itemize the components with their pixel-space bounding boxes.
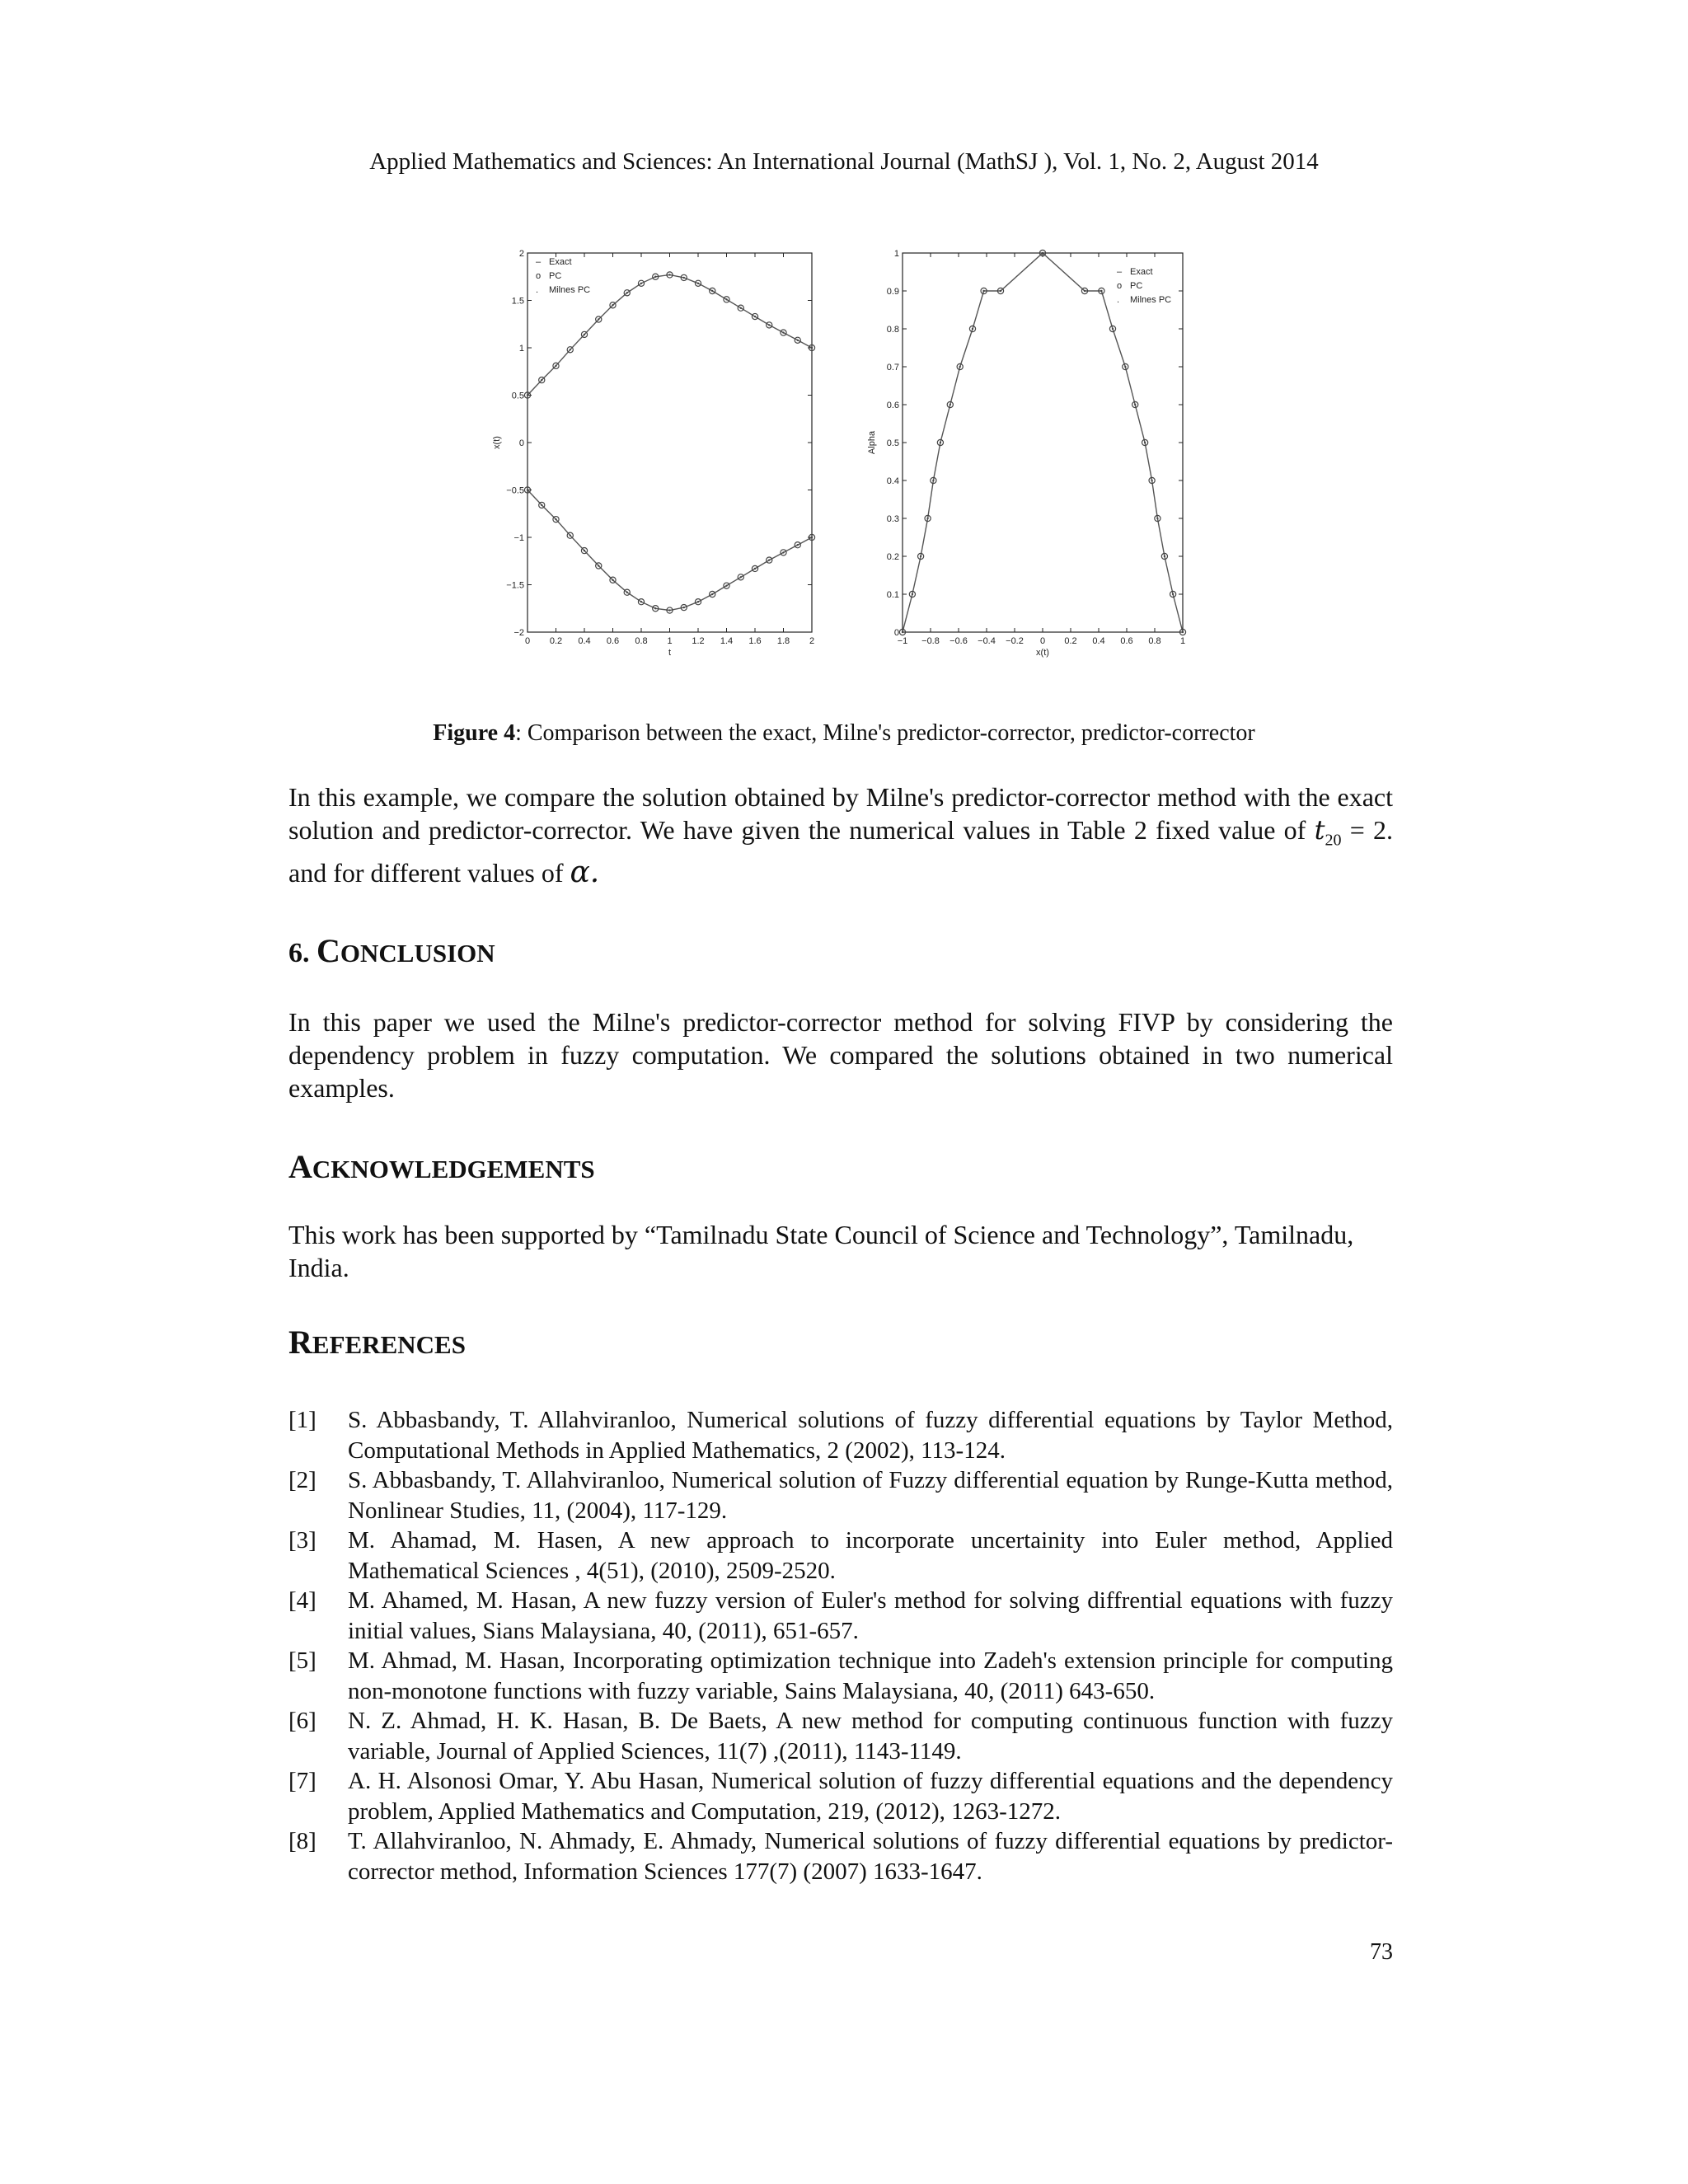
reference-item bbox=[288, 1526, 1393, 1586]
y-tick-label: 0.8 bbox=[886, 325, 899, 335]
y-tick-label: −1.5 bbox=[506, 580, 524, 591]
x-axis-label: x(t) bbox=[1036, 648, 1049, 658]
milnes-pc-point bbox=[598, 565, 599, 566]
milnes-pc-point bbox=[683, 277, 685, 279]
y-axis-label: Alpha bbox=[867, 430, 877, 455]
y-tick-label: −2 bbox=[513, 628, 524, 638]
milnes-pc-point bbox=[1084, 290, 1085, 292]
milnes-pc-point bbox=[740, 576, 742, 578]
milnes-pc-point bbox=[584, 550, 585, 551]
figure-caption-text: : Comparison between the exact, Milne's predictor-corrector, predictor-corrector bbox=[515, 720, 1255, 746]
milnes-pc-point bbox=[982, 290, 984, 292]
milnes-pc-point bbox=[1134, 404, 1136, 405]
y-tick-label: 0.2 bbox=[886, 552, 899, 562]
milnes-pc-point bbox=[902, 631, 903, 633]
milnes-pc-point bbox=[598, 318, 599, 320]
milnes-pc-point bbox=[912, 593, 913, 595]
milnes-pc-point bbox=[1124, 366, 1126, 368]
figure-caption-label: Figure 4 bbox=[433, 720, 516, 746]
y-axis-label: x(t) bbox=[492, 436, 502, 449]
paragraph-conclusion: In this paper we used the Milne's predictor-corrector method for solving FIVP by considering the dependency problem in fuzzy computation. We compared the solutions obtained in two numerical examples. bbox=[288, 1007, 1393, 1103]
milnes-pc-point bbox=[959, 366, 961, 368]
y-tick-label: −1 bbox=[513, 533, 524, 543]
milnes-pc-point bbox=[932, 480, 934, 481]
y-tick-label: 0.1 bbox=[886, 590, 899, 600]
x-tick-label: 0 bbox=[1039, 636, 1046, 646]
reference-number: [1] bbox=[288, 1407, 316, 1433]
milnes-pc-point bbox=[782, 331, 784, 333]
x-tick-label: 1.8 bbox=[776, 636, 790, 646]
legend-marker: o bbox=[1117, 281, 1123, 291]
milnes-pc-point bbox=[668, 609, 670, 611]
math-subscript: 20 bbox=[1325, 831, 1342, 850]
milnes-pc-point bbox=[740, 307, 742, 309]
reference-item bbox=[288, 1465, 1393, 1526]
milnes-pc-point bbox=[1100, 290, 1102, 292]
y-tick-label: 1 bbox=[518, 344, 524, 354]
milnes-pc-point bbox=[811, 537, 813, 538]
milnes-pc-point bbox=[527, 489, 528, 490]
x-tick-label: 0.6 bbox=[1120, 636, 1133, 646]
milnes-pc-point bbox=[668, 274, 670, 275]
plot-frame bbox=[903, 253, 1183, 632]
reference-number: [3] bbox=[288, 1527, 316, 1554]
milnes-pc-point bbox=[711, 593, 713, 595]
x-tick-label: 0.6 bbox=[606, 636, 620, 646]
milnes-pc-point bbox=[1172, 593, 1174, 595]
reference-text: A. H. Alsonosi Omar, Y. Abu Hasan, Numerical solution of fuzzy differential equations and the dependency problem, Applied Mathematics and Computation, 219, (2012), 1263-1272. bbox=[348, 1768, 1393, 1825]
section-rest: EFERENCES bbox=[312, 1330, 466, 1359]
legend-entry: Milnes PC bbox=[549, 285, 591, 295]
y-tick-label: 0.9 bbox=[886, 287, 899, 297]
milnes-pc-point bbox=[811, 347, 813, 349]
x-tick-label: −0.2 bbox=[1006, 636, 1024, 646]
y-tick-label: 1.5 bbox=[511, 296, 524, 307]
x-tick-label: 1.2 bbox=[692, 636, 705, 646]
x-tick-label: 1.4 bbox=[720, 636, 734, 646]
x-tick-label: 1 bbox=[1179, 636, 1186, 646]
milnes-pc-point bbox=[683, 607, 685, 608]
paragraph-acknowledgements: This work has been supported by “Tamilnadu State Council of Science and Technology”, Tamilnadu, India. bbox=[288, 1220, 1354, 1282]
y-tick-label: 0.6 bbox=[886, 401, 899, 410]
reference-item bbox=[288, 1826, 1393, 1886]
section-heading-conclusion bbox=[288, 931, 495, 970]
milnes-pc-point bbox=[768, 324, 770, 326]
milnes-pc-point bbox=[725, 584, 727, 586]
milnes-pc-point bbox=[972, 328, 973, 330]
paragraph-example bbox=[288, 780, 1393, 889]
x-tick-label: 1.6 bbox=[748, 636, 762, 646]
milnes-pc-point bbox=[950, 404, 951, 405]
milnes-pc-point bbox=[570, 535, 571, 537]
milnes-pc-point bbox=[1000, 290, 1001, 292]
reference-number: [5] bbox=[288, 1647, 316, 1674]
x-tick-label: −1 bbox=[897, 636, 908, 646]
x-tick-label: 0.4 bbox=[578, 636, 591, 646]
y-tick-label: 0.5 bbox=[886, 438, 899, 448]
legend-marker: – bbox=[536, 257, 542, 267]
x-tick-label: 0.2 bbox=[1064, 636, 1077, 646]
x-tick-label: −0.8 bbox=[921, 636, 940, 646]
milnes-pc-point bbox=[926, 518, 928, 519]
milnes-pc-point bbox=[1156, 518, 1158, 519]
milnes-pc-point bbox=[654, 607, 656, 609]
milnes-pc-point bbox=[640, 283, 642, 284]
y-tick-label: 0.5 bbox=[511, 391, 524, 401]
reference-text: T. Allahviranloo, N. Ahmady, E. Ahmady, Numerical solutions of fuzzy differential equations by predictor-corrector method, Information Sciences 177(7) (2007) 1633-1647. bbox=[348, 1828, 1393, 1885]
milnes-pc-point bbox=[584, 334, 585, 335]
legend-marker: – bbox=[1117, 267, 1123, 277]
y-tick-label: 0 bbox=[893, 628, 899, 638]
math-equals: = 2. bbox=[1341, 815, 1394, 845]
lower-solution-line bbox=[528, 490, 812, 611]
legend-entry: PC bbox=[1130, 281, 1143, 291]
reference-text: M. Ahmad, M. Hasan, Incorporating optimization technique into Zadeh's extension principle for computing non-monotone functions with fuzzy variable, Sains Malaysiana, 40, (2011) 643-650. bbox=[348, 1647, 1393, 1704]
x-tick-label: −0.6 bbox=[950, 636, 968, 646]
milnes-pc-point bbox=[626, 292, 628, 293]
milnes-pc-point bbox=[940, 442, 941, 443]
page-number: 73 bbox=[1370, 1939, 1393, 1965]
reference-item bbox=[288, 1706, 1393, 1766]
reference-item bbox=[288, 1405, 1393, 1465]
milnes-pc-point bbox=[527, 394, 528, 396]
reference-text: N. Z. Ahmad, H. K. Hasan, B. De Baets, A new method for computing continuous function with fuzzy variable, Journal of Applied Sciences, 11(7) ,(2011), 1143-1149. bbox=[348, 1708, 1393, 1765]
plot-xt-vs-t bbox=[492, 249, 815, 658]
section-heading-references bbox=[288, 1323, 466, 1361]
x-tick-label: 0.2 bbox=[549, 636, 563, 646]
y-tick-label: 1 bbox=[893, 249, 899, 259]
legend-entry: Exact bbox=[549, 257, 572, 267]
legend-marker: o bbox=[536, 271, 542, 281]
membership-line bbox=[903, 253, 1183, 632]
milnes-pc-point bbox=[555, 518, 556, 520]
y-tick-label: −0.5 bbox=[506, 485, 524, 496]
section-heading-acknowledgements bbox=[288, 1147, 595, 1186]
paragraph-example-text-2: and for different values of bbox=[288, 858, 570, 888]
reference-text: M. Ahamad, M. Hasen, A new approach to incorporate uncertainity into Euler method, Applied Mathematical Sciences , 4(51), (2010), 2509-2520. bbox=[348, 1527, 1393, 1584]
x-tick-label: 0.4 bbox=[1092, 636, 1105, 646]
milnes-pc-point bbox=[555, 365, 556, 367]
section-number: 6. bbox=[288, 938, 316, 968]
milnes-pc-point bbox=[626, 592, 628, 593]
x-tick-label: 0.8 bbox=[635, 636, 648, 646]
reference-number: [7] bbox=[288, 1768, 316, 1794]
milnes-pc-point bbox=[725, 298, 727, 300]
x-tick-label: 0.8 bbox=[1148, 636, 1161, 646]
milnes-pc-point bbox=[782, 551, 784, 553]
running-header: Applied Mathematics and Sciences: An International Journal (MathSJ ), Vol. 1, No. 2, August 2014 bbox=[369, 148, 1319, 175]
legend-marker: . bbox=[1117, 295, 1120, 305]
milnes-pc-point bbox=[697, 283, 699, 284]
reference-number: [6] bbox=[288, 1708, 316, 1734]
section-cap: R bbox=[288, 1324, 312, 1361]
y-tick-label: 0.3 bbox=[886, 514, 899, 524]
milnes-pc-point bbox=[570, 349, 571, 350]
x-tick-label: −0.4 bbox=[978, 636, 996, 646]
milnes-pc-point bbox=[1144, 442, 1146, 443]
milnes-pc-point bbox=[612, 304, 613, 306]
y-tick-label: 0.7 bbox=[886, 363, 899, 373]
milnes-pc-point bbox=[797, 544, 799, 546]
figure-4 bbox=[0, 0, 1688, 709]
reference-item bbox=[288, 1766, 1393, 1826]
x-tick-label: 2 bbox=[809, 636, 815, 646]
milnes-pc-point bbox=[1151, 480, 1152, 481]
legend-entry: Milnes PC bbox=[1130, 295, 1172, 305]
x-tick-label: 1 bbox=[667, 636, 673, 646]
x-tick-label: 0 bbox=[524, 636, 531, 646]
plot-frame bbox=[528, 253, 812, 632]
legend-marker: . bbox=[536, 285, 539, 295]
milnes-pc-point bbox=[768, 559, 770, 560]
milnes-pc-point bbox=[1112, 328, 1114, 330]
reference-list bbox=[288, 1405, 1393, 1886]
math-t: t bbox=[1314, 814, 1325, 846]
reference-text: M. Ahamed, M. Hasan, A new fuzzy version of Euler's method for solving diffrential equations with fuzzy initial values, Sians Malaysiana, 40, (2011), 651-657. bbox=[348, 1587, 1393, 1644]
legend-entry: PC bbox=[549, 271, 562, 281]
milnes-pc-point bbox=[640, 601, 642, 602]
math-alpha: α. bbox=[570, 855, 600, 890]
y-tick-label: 0.4 bbox=[886, 476, 899, 486]
milnes-pc-point bbox=[754, 316, 756, 317]
milnes-pc-point bbox=[541, 379, 542, 381]
milnes-pc-point bbox=[711, 290, 713, 292]
x-axis-label: t bbox=[668, 648, 672, 658]
reference-item bbox=[288, 1586, 1393, 1646]
legend-entry: Exact bbox=[1130, 267, 1153, 277]
paragraph-example-text: In this example, we compare the solution obtained by Milne's predictor-corrector method with the exact solution and predictor-corrector. We have given the numerical values in Table 2 fixed value of bbox=[288, 782, 1393, 845]
reference-number: [2] bbox=[288, 1467, 316, 1493]
reference-number: [8] bbox=[288, 1828, 316, 1854]
milnes-pc-point bbox=[1182, 631, 1184, 633]
milnes-pc-point bbox=[541, 504, 542, 506]
section-cap: A bbox=[288, 1148, 312, 1185]
section-cap: C bbox=[316, 932, 340, 969]
figure-caption bbox=[0, 720, 1688, 747]
reference-item bbox=[288, 1646, 1393, 1706]
reference-number: [4] bbox=[288, 1587, 316, 1614]
milnes-pc-point bbox=[797, 340, 799, 341]
milnes-pc-point bbox=[1042, 252, 1043, 254]
milnes-pc-point bbox=[1164, 555, 1165, 557]
milnes-pc-point bbox=[697, 601, 699, 602]
y-tick-label: 0 bbox=[518, 438, 524, 448]
milnes-pc-point bbox=[920, 555, 921, 557]
y-tick-label: 2 bbox=[518, 249, 524, 259]
milnes-pc-point bbox=[612, 579, 613, 581]
section-rest: CKNOWLEDGEMENTS bbox=[312, 1155, 595, 1183]
milnes-pc-point bbox=[754, 568, 756, 569]
plot-alpha-vs-xt bbox=[867, 249, 1186, 658]
milnes-pc-point bbox=[654, 276, 656, 278]
section-rest: ONCLUSION bbox=[340, 939, 495, 968]
reference-text: S. Abbasbandy, T. Allahviranloo, Numerical solution of Fuzzy differential equation by Runge-Kutta method, Nonlinear Studies, 11, (2004), 117-129. bbox=[348, 1467, 1393, 1524]
reference-text: S. Abbasbandy, T. Allahviranloo, Numerical solutions of fuzzy differential equations by Taylor Method, Computational Methods in Applied Mathematics, 2 (2002), 113-124. bbox=[348, 1407, 1393, 1464]
